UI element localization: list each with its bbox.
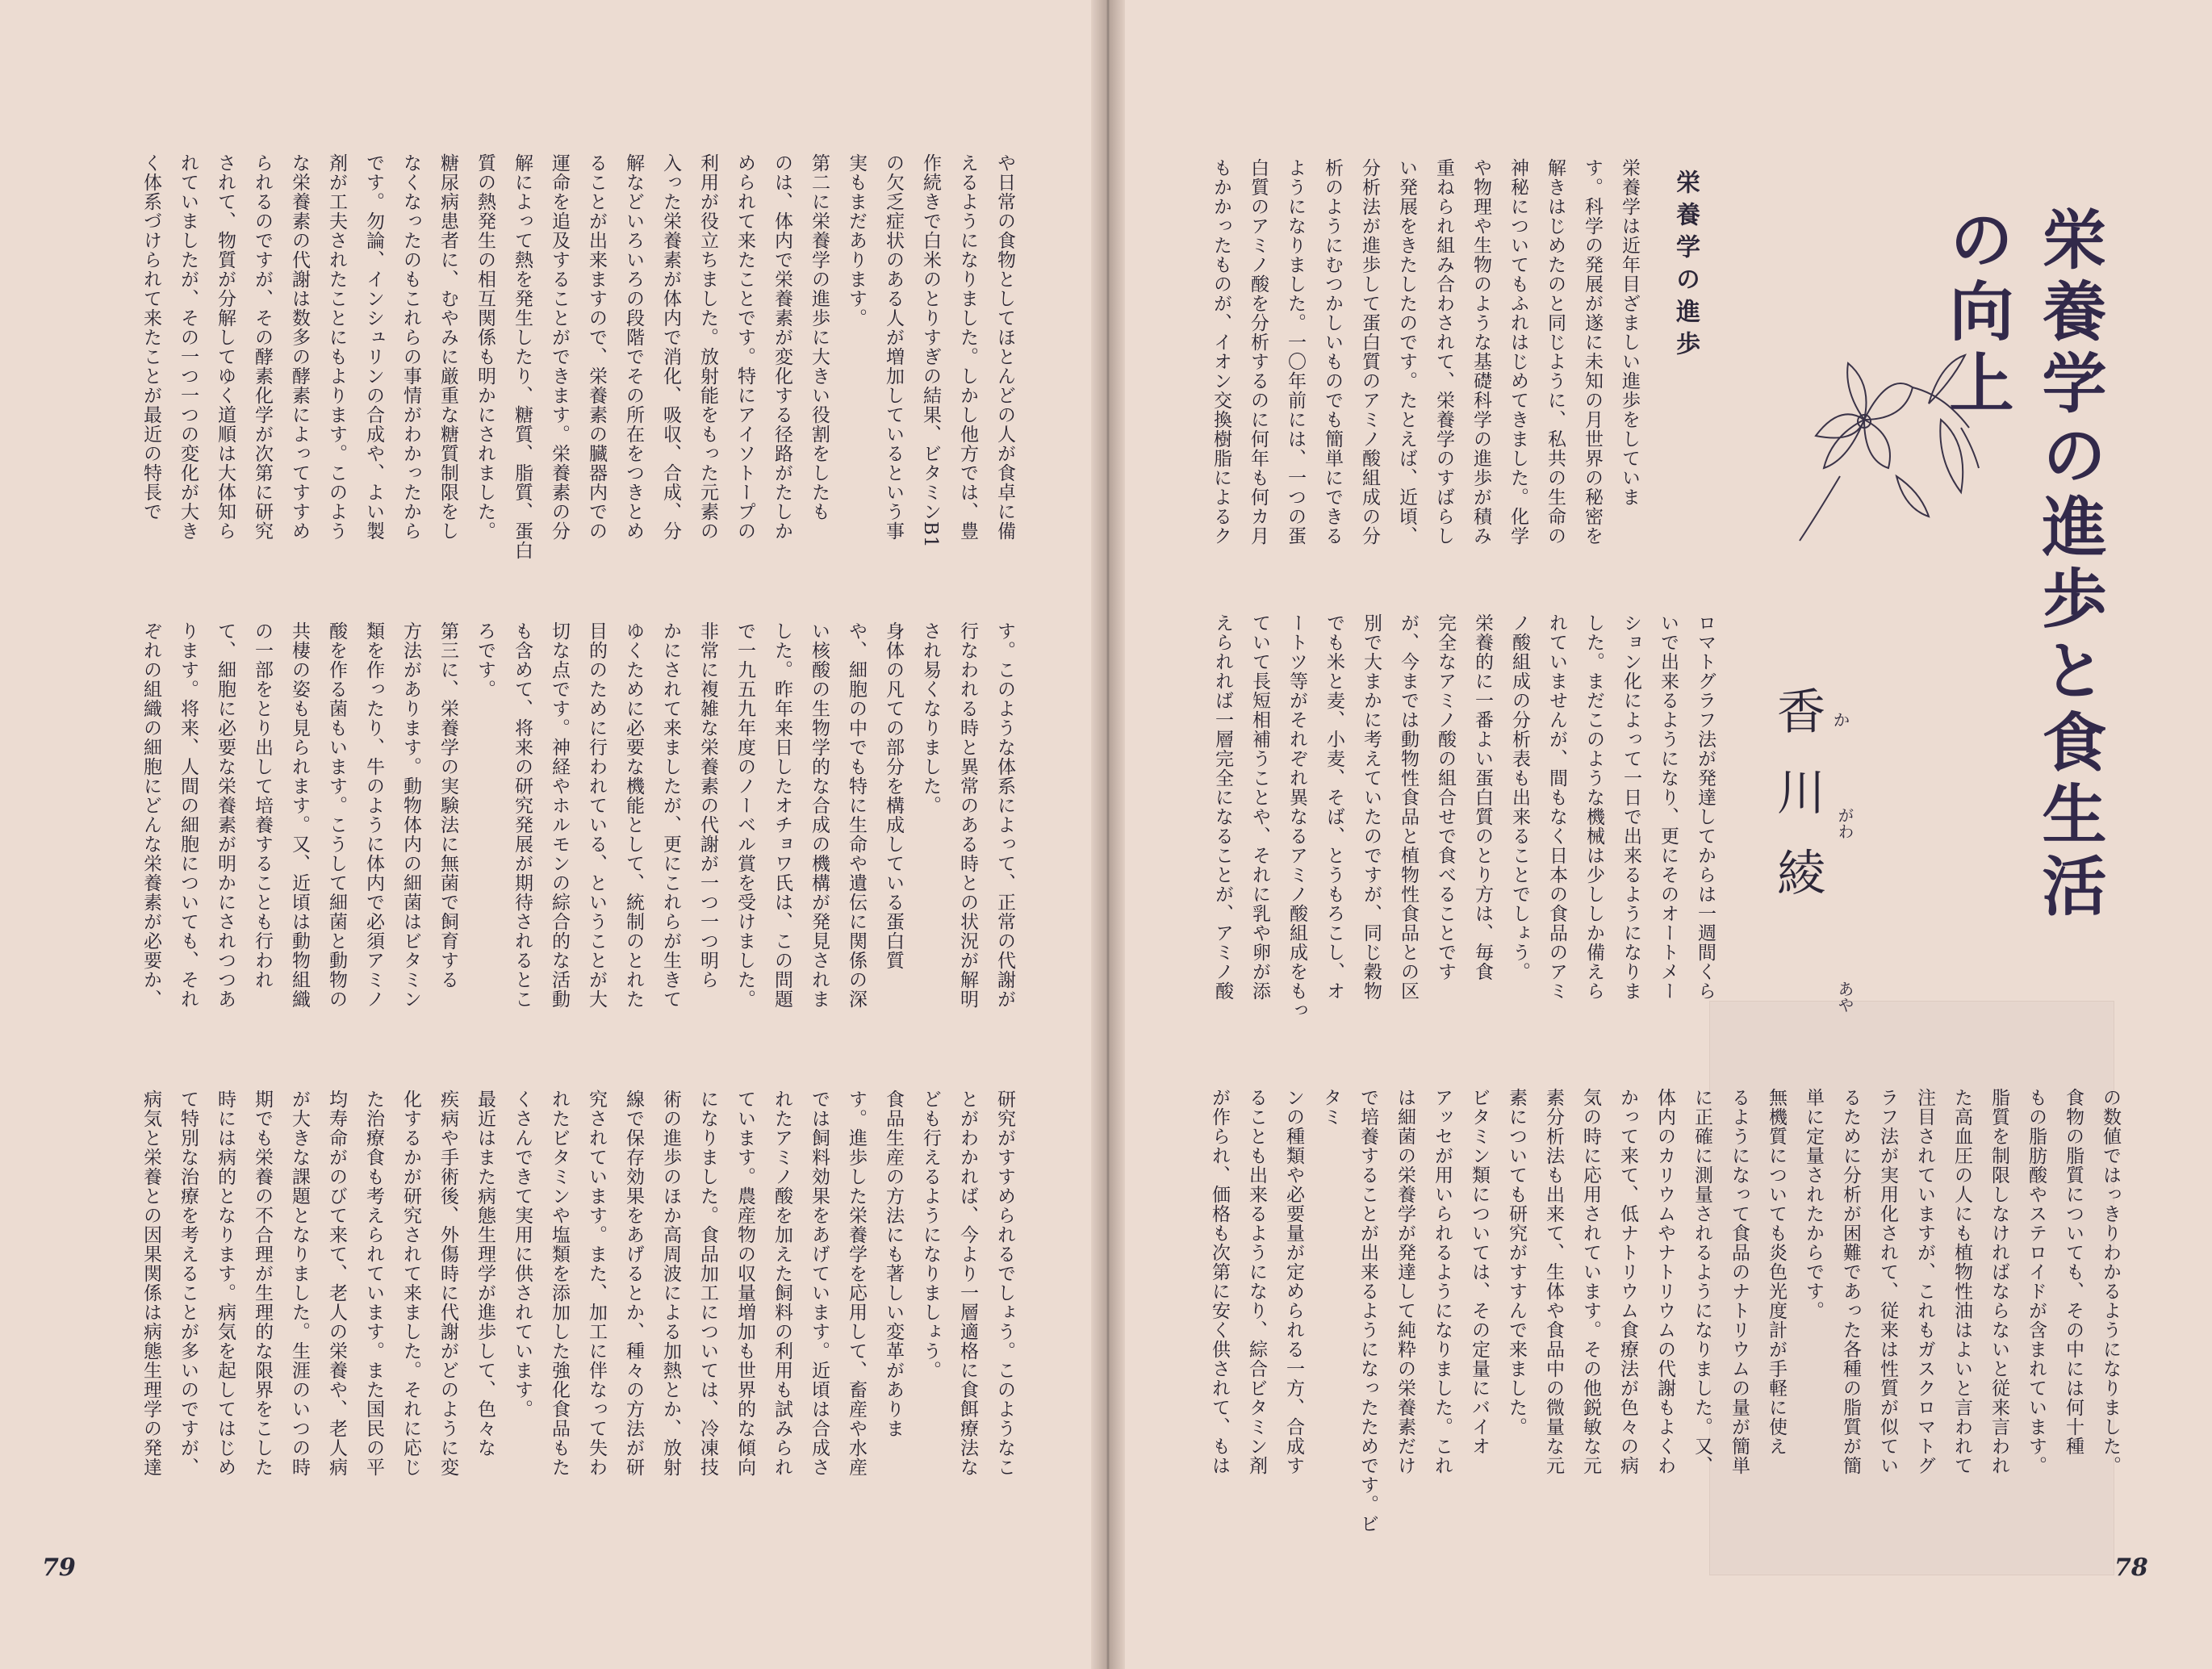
author-furigana-2: がわ <box>1835 807 1854 839</box>
text-line: とがわかれば、今より一層適格に食餌療法な <box>957 1090 978 1477</box>
text-line: 食品生産の方法にも著しい変革がありま <box>883 1090 904 1438</box>
text-line: ラフ法が実用化されて、従来は性質が似てい <box>1877 1088 1898 1475</box>
article-title: 栄養学の進歩と食生活の向上 <box>1938 206 2107 924</box>
text-line: 目的のために行われている、ということが大 <box>586 621 607 1009</box>
text-line: ようになりました。一〇年前には、一つの蛋 <box>1285 158 1306 546</box>
text-line: えられれば一層完全になることが、アミノ酸 <box>1212 613 1233 1001</box>
text-line: 解きはじめたのと同じように、私共の生命の <box>1545 158 1566 546</box>
text-line: れていましたが、その一つ一つの変化が大き <box>178 153 199 541</box>
text-line: るために分析が困難であった各種の脂質が簡 <box>1840 1088 1861 1475</box>
author-char-1: 香 <box>1769 686 1825 767</box>
text-line: では飼料効果をあげています。近頃は合成さ <box>809 1090 830 1477</box>
text-line: になりました。食品加工については、冷凍技 <box>697 1090 718 1477</box>
text-line: 解によって熱を発生したり、糖質、脂質、蛋白 <box>512 153 533 560</box>
text-line: されて、物質が分解してゆく道順は大体知ら <box>215 153 236 541</box>
text-line: 病気と栄養との因果関係は病態生理学の発達 <box>140 1090 161 1477</box>
text-line: もの脂肪酸やステロイドが含まれています。 <box>2026 1088 2047 1475</box>
text-line: 時には病的となります。病気を起してはじめ <box>215 1090 236 1477</box>
text-line: 研究がすすめられるでしょう。このようなこ <box>994 1090 1015 1477</box>
text-line: た高血圧の人にも植物性油はよいと言われて <box>1951 1088 1972 1475</box>
text-line: 別で大まかに考えていたのですが、同じ穀物 <box>1361 613 1382 1001</box>
text-line: 無機質についても炎色光度計が手軽に使え <box>1766 1088 1787 1456</box>
text-line: 第三に、栄養学の実験法に無菌で飼育する <box>437 621 458 989</box>
text-line: 栄養学は近年目ざましい進歩をしていま <box>1619 158 1640 507</box>
text-line: 第二に栄養学の進歩に大きい役割をしたも <box>809 153 830 521</box>
text-line: 実もまだあります。 <box>846 153 867 328</box>
text-line: 剤が工夫されたことにもよります。このよう <box>326 153 347 541</box>
text-line: 期でも栄養の不合理が生理的な限界をこした <box>252 1090 273 1477</box>
text-line: られるのですが、その酵素化学が次第に研究 <box>252 153 273 541</box>
text-line: 行なわれる時と異常のある時との状況が解明 <box>957 621 978 1009</box>
text-line: 糖尿病患者に、むやみに厳重な糖質制限をし <box>437 153 458 541</box>
text-line: が大きな課題となりました。生涯のいつの時 <box>289 1090 310 1477</box>
text-line: い発展をきたしたのです。たとえば、近頃、 <box>1396 158 1417 546</box>
text-line: 疾病や手術後、外傷時に代謝がどのように変 <box>437 1090 458 1477</box>
text-line: 素についても研究がすすんで来ました。 <box>1506 1088 1527 1437</box>
text-line: ていて長短相補うことや、それに乳や卵が添 <box>1249 613 1270 1001</box>
text-line: 神秘についてもふれはじめてきました。化学 <box>1507 158 1528 546</box>
author-furigana-1: か <box>1834 710 1850 730</box>
text-line: です。勿論、インシュリンの合成や、よい製 <box>363 153 384 541</box>
text-line: 方法があります。動物体内の細菌はビタミン <box>400 621 421 1009</box>
text-line: 分析法が進歩して蛋白質のアミノ酸組成の分 <box>1359 158 1380 546</box>
text-line: の欠乏症状のある人が増加しているという事 <box>883 153 904 541</box>
text-line: ション化によって一日で出来るようになりま <box>1620 613 1641 1001</box>
text-line: れたビタミンや塩類を添加した強化食品もた <box>549 1090 570 1477</box>
text-line: ロマトグラフ法が発達してからは一週間くら <box>1695 613 1716 1001</box>
text-line: のは、体内で栄養素が変化する径路がたしか <box>771 153 792 541</box>
text-line: ノ酸組成の分析表も出来ることでしょう。 <box>1509 613 1530 981</box>
text-line: 白質のアミノ酸を分析するのに何年も何カ月 <box>1248 158 1269 546</box>
text-line: 利用が役立ちました。放射能をもった元素の <box>697 153 718 541</box>
text-line: で一九五九年度のノーベル賞を受けました。 <box>734 621 755 1009</box>
right-middle-text <box>1191 613 1724 1065</box>
text-line: 作続きで白米のとりすぎの結果、ビタミンB1 <box>920 153 941 549</box>
text-line: や物理や生物のような基礎科学の進歩が積み <box>1470 158 1491 546</box>
author-char-3: 綾 <box>1769 847 1825 928</box>
text-line: 栄養的に一番よい蛋白質のとり方は、毎食 <box>1472 613 1493 981</box>
text-line: て、細胞に必要な栄養素が明かにされつつあ <box>215 621 236 1009</box>
text-line: 析のようにむつかしいものでも簡単にできる <box>1322 158 1343 546</box>
left-lower-text <box>87 1090 1023 1541</box>
text-line: 食物の脂質についても、その中には何十種 <box>2063 1088 2084 1456</box>
text-line: ります。将来、人間の細胞についても、それ <box>178 621 199 1009</box>
text-line: す。進歩した栄養学を応用して、畜産や水産 <box>846 1090 867 1477</box>
page-gutter <box>1091 0 1125 1669</box>
text-line: 完全なアミノ酸の組合せで食べることです <box>1435 613 1456 981</box>
text-line: ろです。 <box>475 621 496 699</box>
text-line: 術の進歩のほか高周波による加熱とか、放射 <box>660 1090 681 1477</box>
text-line: 単に定量されたからです。 <box>1803 1088 1824 1320</box>
text-line: 気の時に応用されています。その他鋭敏な元 <box>1580 1088 1601 1475</box>
text-line: す。このような体系によって、正常の代謝が <box>994 621 1015 1009</box>
text-line: かって来て、低ナトリウム食療法が色々の病 <box>1617 1088 1638 1475</box>
text-line: す。科学の発展が遂に未知の月世界の秘密を <box>1582 158 1603 546</box>
text-line: 切な点です。神経やホルモンの綜合的な活動 <box>549 621 570 1009</box>
text-line: いで出来るようになり、更にそのオートメー <box>1658 613 1679 1001</box>
text-line: ることも出来るようになり、綜合ビタミン剤 <box>1246 1088 1267 1475</box>
text-line: され易くなりました。 <box>920 621 941 815</box>
text-line: く体系づけられて来たことが最近の特長で <box>140 153 161 521</box>
text-line: の一部をとり出して培養することも行われ <box>252 621 273 989</box>
text-line: い核酸の生物学的な合成の機構が発見されま <box>809 621 830 1009</box>
text-line: 注目されていますが、これもガスクロマトグ <box>1914 1088 1935 1475</box>
text-line: えるようになりました。しかし他方では、豊 <box>957 153 978 541</box>
text-line: て特別な治療を考えることが多いのですが、 <box>178 1090 199 1477</box>
text-line: 入った栄養素が体内で消化、吸収、合成、分 <box>660 153 681 541</box>
text-line: 脂質を制限しなければならないと従来言われ <box>1988 1088 2009 1475</box>
text-line: 究されています。また、加工に伴なって失わ <box>586 1090 607 1477</box>
right-upper-text <box>1188 158 1648 610</box>
text-line: 体内のカリウムやナトリウムの代謝もよくわ <box>1654 1088 1675 1475</box>
text-line: ビタミン類については、その定量にバイオ <box>1469 1088 1490 1456</box>
text-line: した。まだこのような機械は少ししか備えら <box>1583 613 1604 1001</box>
text-line: アッセが用いられるようになりました。これ <box>1432 1088 1453 1475</box>
text-line: ています。農産物の収量増加も世界的な傾向 <box>734 1090 755 1477</box>
author-furigana-3: あや <box>1835 981 1854 1013</box>
text-line: 身体の凡ての部分を構成している蛋白質 <box>883 621 904 970</box>
text-line: で培養することが出来るようになったためです。ビタミ <box>1320 1088 1378 1533</box>
text-line: 化するかが研究されて来ました。それに応じ <box>400 1090 421 1477</box>
text-line: や、細胞の中でも特に生命や遺伝に関係の深 <box>846 621 867 1009</box>
text-line: るようになって食品のナトリウムの量が簡単 <box>1729 1088 1750 1475</box>
text-line: ることが出来ますので、栄養素の臓器内での <box>586 153 607 541</box>
text-line: められて来たことです。特にアイソトープの <box>734 153 755 541</box>
text-line: なくなったのもこれらの事情がわかったから <box>400 153 421 541</box>
text-line: に正確に測量されるようになりました。又、 <box>1691 1088 1712 1475</box>
text-line: かにされて来ましたが、更にこれらが生きて <box>660 621 681 1009</box>
text-line: 重ねられ組み合わされて、栄養学のすばらし <box>1433 158 1454 546</box>
author-name <box>1769 686 1832 1025</box>
text-line: れたアミノ酸を加えた飼料の利用も試みられ <box>771 1090 792 1477</box>
text-line: した。昨年来日したオチョワ氏は、この問題 <box>771 621 792 1009</box>
text-line: 質の熱発生の相互関係も明かにされました。 <box>475 153 496 541</box>
text-line: ぞれの組織の細胞にどんな栄養素が必要か、 <box>140 621 161 1009</box>
text-line: 非常に複雑な栄養素の代謝が一つ一つ明ら <box>697 621 718 989</box>
page-number-left: 79 <box>42 1554 76 1582</box>
section-heading: 栄養学の進歩 <box>1671 169 1700 363</box>
text-line: 共棲の姿も見られます。又、近頃は動物組織 <box>289 621 310 1009</box>
text-line: 線で保存効果をあげるとか、種々の方法が研 <box>623 1090 644 1477</box>
text-line: 運命を追及することができます。栄養素の分 <box>549 153 570 541</box>
text-line: が作られ、価格も次第に安く供されて、もは <box>1209 1088 1230 1475</box>
text-line: は細菌の栄養学が発達して純粋の栄養素だけ <box>1395 1088 1415 1475</box>
text-line: 最近はまた病態生理学が進歩して、色々な <box>475 1090 496 1458</box>
text-line: ども行えるようになりましょう。 <box>920 1090 941 1380</box>
right-lower-text <box>1193 1088 2129 1540</box>
text-line: 均寿命がのびて来て、老人の栄養や、老人病 <box>326 1090 347 1477</box>
text-line: ートツ等がそれぞれ異なるアミノ酸組成をもっ <box>1286 613 1307 1020</box>
text-line: な栄養素の代謝は数多の酵素によってすすめ <box>289 153 310 541</box>
text-line: くさんできて実用に供されています。 <box>512 1090 533 1419</box>
text-line: た治療食も考えられています。また国民の平 <box>363 1090 384 1477</box>
text-line: や日常の食物としてほとんどの人が食卓に備 <box>994 153 1015 541</box>
text-line: れていませんが、間もなく日本の食品のアミ <box>1546 613 1567 1001</box>
text-line: 素分析法も出来て、生体や食品中の微量な元 <box>1543 1088 1564 1475</box>
text-line: もかかったものが、イオン交換樹脂によるク <box>1211 158 1231 546</box>
author-char-2: 川 <box>1769 767 1825 847</box>
page-number-right: 78 <box>2114 1554 2148 1582</box>
text-line: の数値ではっきりわかるようになりました。 <box>2100 1088 2121 1475</box>
text-line: が、今までは動物性食品と植物性食品との区 <box>1398 613 1419 1001</box>
text-line: 解などいろいろの段階でその所在をつきとめ <box>623 153 644 541</box>
text-line: も含めて、将来の研究発展が期待されるとこ <box>512 621 533 1009</box>
text-line: ンの種類や必要量が定められる一方、合成す <box>1283 1088 1304 1475</box>
text-line: 酸を作る菌もいます。こうして細菌と動物の <box>326 621 347 1009</box>
left-middle-text <box>87 621 1023 1073</box>
left-upper-text <box>87 153 1023 613</box>
text-line: 類を作ったり、牛のように体内で必須アミノ <box>363 621 384 1009</box>
text-line: ゆくために必要な機能として、統制のとれた <box>623 621 644 1009</box>
text-line: でも米と麦、小麦、そば、とうもろこし、オ <box>1323 613 1344 1001</box>
